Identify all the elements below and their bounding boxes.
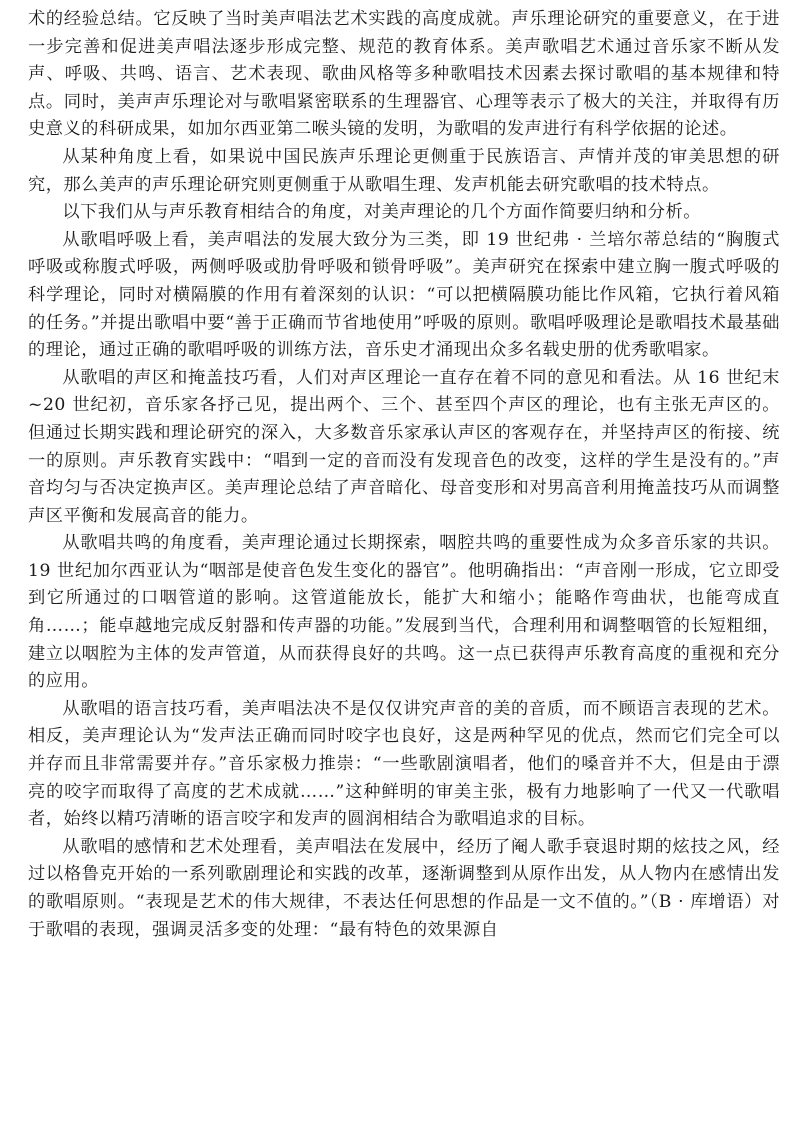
paragraph-resonance: 从歌唱共鸣的角度看，美声理论通过长期探索，咽腔共鸣的重要性成为众多音乐家的共识。19 世纪加尔西亚认为“咽部是使音色发生变化的器官”。他明确指出：“声音刚一形成，它立即受到它所通过的口咽管道的影响。这管道能放长，能扩大和缩小；能略作弯曲状，也能弯成直角……；能卓越地完成反射器和传声器的功能。”发展到当代，合理利用和调整咽管的长短粗细，建立以咽腔为主体的发声管道，从而获得良好的共鸣。这一点已获得声乐教育高度的重视和充分的应用。 xyxy=(28,533,780,692)
paragraph-breathing: 从歌唱呼吸上看，美声唱法的发展大致分为三类，即 19 世纪弗 · 兰培尔蒂总结的“胸腹式呼吸或称腹式呼吸，两侧呼吸或肋骨呼吸和锁骨呼吸”。美声研究在探索中建立胸一腹式呼吸的科学理论，同时对横隔膜的作用有着深刻的认识：“可以把横隔膜功能比作风箱，它执行着风箱的任务。”并提出歌唱中要“善于正确而节省地使用”呼吸的原则。歌唱呼吸理论是歌唱技术最基础的理论，通过正确的歌唱呼吸的训练方法，音乐史才涌现出众多名载史册的优秀歌唱家。 xyxy=(28,229,780,361)
paragraph-diction: 从歌唱的语言技巧看，美声唱法决不是仅仅讲究声音的美的音质，而不顾语言表现的艺术。相反，美声理论认为“发声法正确而同时咬字也良好，这是两种罕见的优点，然而它们完全可以并存而且非常需要并存。”音乐家极力推崇：“一些歌剧演唱者，他们的嗓音并不大，但是由于漂亮的咬字而取得了高度的艺术成就……”这种鲜明的审美主张，极有力地影响了一代又一代歌唱者，始终以精巧清晰的语言咬字和发声的圆润相结合为歌唱追求的目标。 xyxy=(28,698,780,830)
paragraph-continued: 术的经验总结。它反映了当时美声唱法艺术实践的高度成就。声乐理论研究的重要意义，在于进一步完善和促进美声唱法逐步形成完整、规范的教育体系。美声歌唱艺术通过音乐家不断从发声、呼吸、共鸣、语言、艺术表现、歌曲风格等多种歌唱技术因素去探讨歌唱的基本规律和特点。同时，美声声乐理论对与歌唱紧密联系的生理器官、心理等表示了极大的关注，并取得有历史意义的科研成果，如加尔西亚第二喉头镜的发明，为歌唱的发声进行有科学依据的论述。 xyxy=(28,9,780,140)
paragraph-registers: 从歌唱的声区和掩盖技巧看，人们对声区理论一直存在着不同的意见和看法。从 16 世纪末 ~20 世纪初，音乐家各抒己见，提出两个、三个、甚至四个声区的理论，也有主张无声区的。但通过长期实践和理论研究的深入，大多数音乐家承认声区的客观存在，并坚持声区的衔接、统一的原则。声乐教育实践中：“唱到一定的音而没有发现音色的改变，这样的学生是没有的。”声音均匀与否决定换声区。美声理论总结了声音暗化、母音变形和对男高音利用掩盖技巧从而调整声区平衡和发展高音的能力。 xyxy=(28,367,780,526)
paragraph-theory-comparison: 从某种角度上看，如果说中国民族声乐理论更侧重于民族语言、声情并茂的审美思想的研究，那么美声的声乐理论研究则更侧重于从歌唱生理、发声机能去研究歌唱的技术特点。 xyxy=(28,146,780,195)
paragraph-intro-analysis: 以下我们从与声乐教育相结合的角度，对美声理论的几个方面作简要归纳和分析。 xyxy=(62,202,701,223)
paragraph-expression: 从歌唱的感情和艺术处理看，美声唱法在发展中，经历了阉人歌手衰退时期的炫技之风，经过以格鲁克开始的一系列歌剧理论和实践的改革，逐渐调整到从原作出发，从人物内在感情出发的歌唱原则。“表现是艺术的伟大规律，不表达任何思想的作品是一文不值的。”（B · 库增语）对于歌唱的表现，强调灵活多变的处理：“最有特色的效果源自 xyxy=(28,836,780,940)
